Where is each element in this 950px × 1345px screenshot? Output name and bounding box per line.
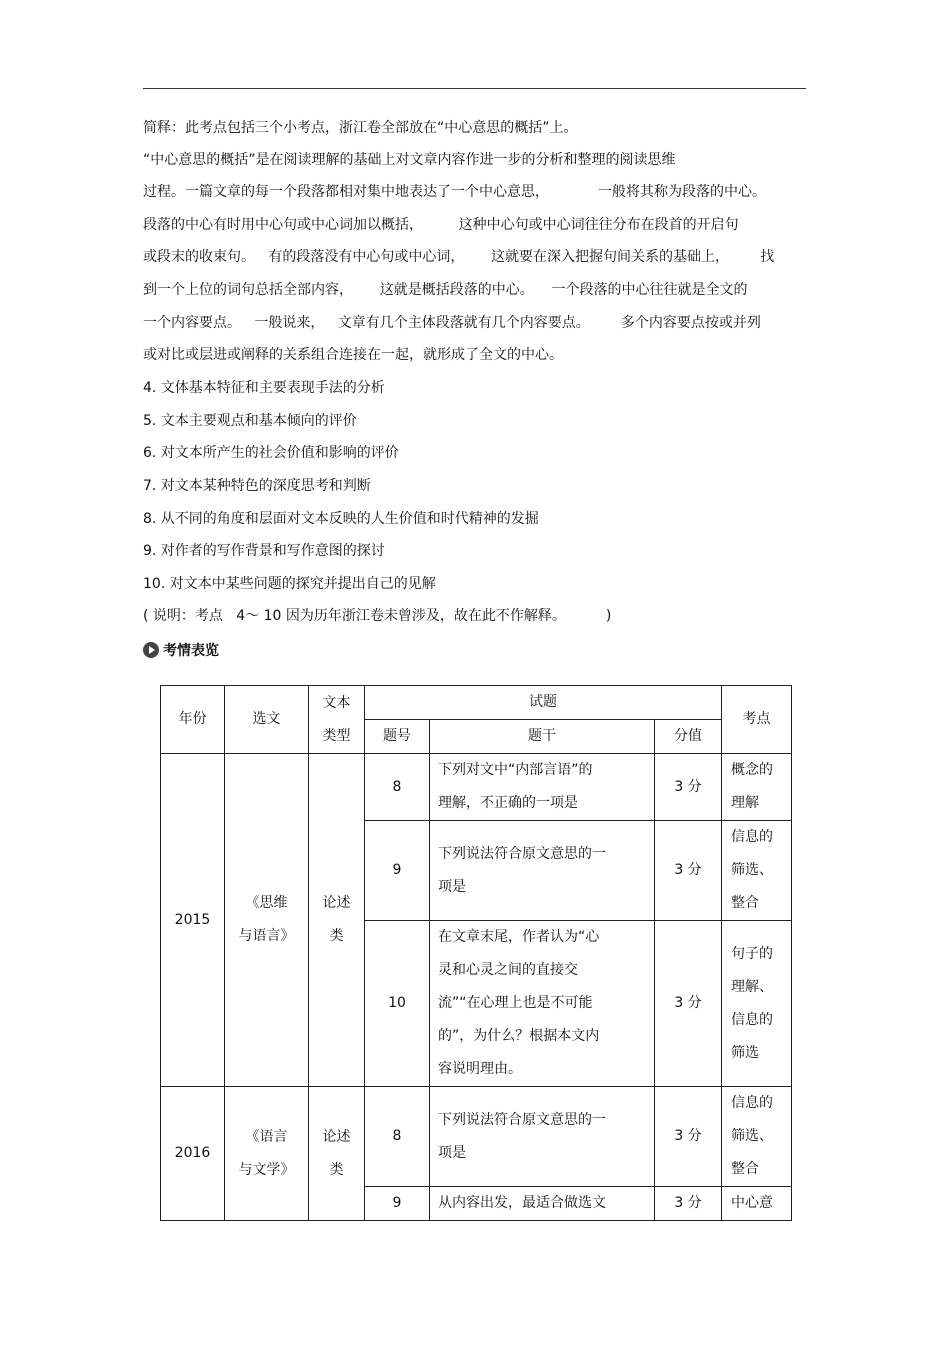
- paragraph-line: “中心意思的概括”是在阅读理解的基础上对文章内容作进一步的分析和整理的阅读思维: [143, 152, 676, 168]
- score-cell: 3 分: [655, 921, 722, 1087]
- point-cell: 中心意: [722, 1187, 792, 1221]
- stem-cell: 下列说法符合原文意思的一 项是: [430, 1087, 655, 1187]
- note: ( 说明：考点 4～ 10 因为历年浙江卷未曾涉及，故在此不作解释。 ): [143, 608, 612, 624]
- paragraph-line: 段落的中心有时用中心句或中心词加以概括， 这种中心句或中心词往往分布在段首的开启句: [143, 217, 739, 233]
- point-cell: 概念的 理解: [722, 754, 792, 821]
- stem-cell: 下列对文中“内部言语”的 理解，不正确的一项是: [430, 754, 655, 821]
- score-cell: 3 分: [655, 1087, 722, 1187]
- paragraph-line: 或对比或层进或阐释的关系组合连接在一起，就形成了全文的中心。: [143, 347, 563, 363]
- stem-cell: 下列说法符合原文意思的一 项是: [430, 821, 655, 921]
- point-cell: 信息的 筛选、 整合: [722, 821, 792, 921]
- point-cell: 信息的 筛选、 整合: [722, 1087, 792, 1187]
- number-cell: 8: [365, 1087, 430, 1187]
- header-point: 考点: [722, 686, 792, 754]
- list-item: 4. 文体基本特征和主要表现手法的分析: [143, 380, 385, 396]
- table-header-row: [161, 686, 792, 720]
- year-cell: 2016: [161, 1087, 225, 1221]
- header-stem: 题干: [430, 720, 655, 754]
- header-score: 分值: [655, 720, 722, 754]
- play-circle-icon: [143, 642, 159, 658]
- number-cell: 9: [365, 821, 430, 921]
- paragraph-line: 一个内容要点。 一般说来， 文章有几个主体段落就有几个内容要点。 多个内容要点按或并列: [143, 315, 761, 331]
- number-cell: 9: [365, 1187, 430, 1221]
- list-item: 10. 对文本中某些问题的探究并提出自己的见解: [143, 576, 436, 592]
- stem-cell: 从内容出发，最适合做选文: [430, 1187, 655, 1221]
- header-number: 题号: [365, 720, 430, 754]
- selection-cell: 《语言 与文学》: [225, 1087, 309, 1221]
- number-cell: 10: [365, 921, 430, 1087]
- paragraph-line: 过程。一篇文章的每一个段落都相对集中地表达了一个中心意思， 一般将其称为段落的中心。: [143, 184, 766, 200]
- number-cell: 8: [365, 754, 430, 821]
- paragraph-line: 到一个上位的词句总括全部内容， 这就是概括段落的中心。 一个段落的中心往往就是全文的: [143, 282, 748, 298]
- point-cell: 句子的 理解、 信息的 筛选: [722, 921, 792, 1087]
- table-row: [161, 1087, 792, 1187]
- stem-cell: 在文章末尾，作者认为“心 灵和心灵之间的直接交 流”“在心理上也是不可能 的”，为什么？根据本文内 容说明理由。: [430, 921, 655, 1087]
- text-type-cell: 论述 类: [309, 1087, 365, 1221]
- paragraph-line: 或段末的收束句。 有的段落没有中心句或中心词， 这就要在深入把握句间关系的基础上， 找: [143, 249, 775, 265]
- score-cell: 3 分: [655, 1187, 722, 1221]
- score-cell: 3 分: [655, 821, 722, 921]
- list-item: 8. 从不同的角度和层面对文本反映的人生价值和时代精神的发掘: [143, 511, 539, 527]
- section-title: 考情表览: [163, 643, 219, 659]
- list-item: 9. 对作者的写作背景和写作意图的探讨: [143, 543, 385, 559]
- section-heading: [143, 640, 219, 660]
- text-type-cell: 论述 类: [309, 754, 365, 1087]
- year-cell: 2015: [161, 754, 225, 1087]
- paragraph-line: 简释：此考点包括三个小考点，浙江卷全部放在“中心意思的概括”上。: [143, 120, 578, 136]
- exam-table: [160, 685, 792, 1221]
- list-item: 6. 对文本所产生的社会价值和影响的评价: [143, 445, 399, 461]
- header-question: 试题: [365, 686, 722, 720]
- score-cell: 3 分: [655, 754, 722, 821]
- list-item: 5. 文本主要观点和基本倾向的评价: [143, 413, 357, 429]
- header-text-type: 文本 类型: [309, 686, 365, 754]
- header-rule: [143, 88, 806, 89]
- selection-cell: 《思维 与语言》: [225, 754, 309, 1087]
- table-row: [161, 754, 792, 821]
- list-item: 7. 对文本某种特色的深度思考和判断: [143, 478, 371, 494]
- header-selection: 选文: [225, 686, 309, 754]
- header-year: 年份: [161, 686, 225, 754]
